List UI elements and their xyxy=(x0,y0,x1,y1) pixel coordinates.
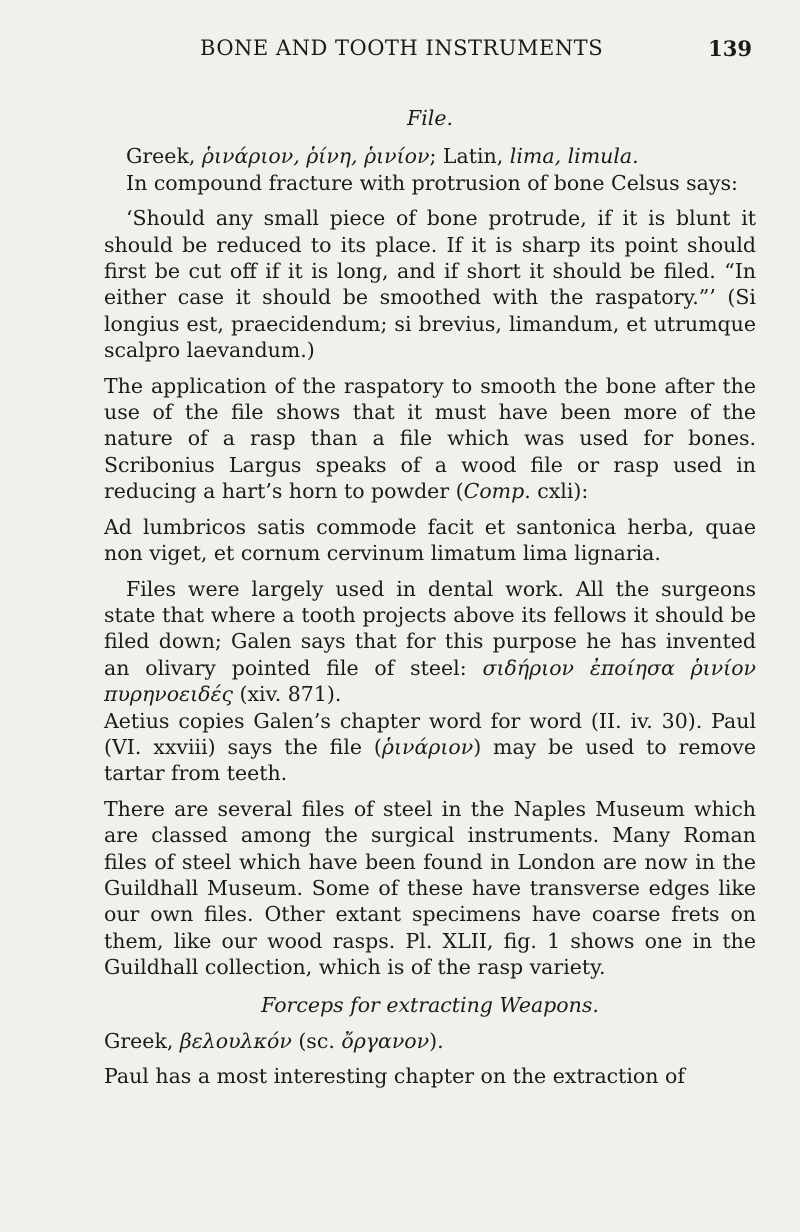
running-head: BONE AND TOOTH INSTRUMENTS xyxy=(200,36,604,60)
page-number: 139 xyxy=(708,36,752,61)
greek-latin-terms-file: Greek, ῥινάριον, ῥίνη, ῥινίον; Latin, lima, limula. xyxy=(126,144,639,169)
paragraph-paul-extraction: Paul has a most interesting chapter on the extraction of xyxy=(104,1064,685,1089)
page-header xyxy=(104,36,752,66)
greek-quote: σιδήριον ἐποίησα ῥινίον πυρηνοειδές xyxy=(104,655,756,707)
paragraph-celsus-quote: ‘Should any small piece of bone protrude, if it is blunt it should be reduced to its place. If it is sharp its point should first be cut off if it is long, and if short it should be filed. “In either case it should be smoothed with the raspatory.”’ (Si longius est, praecidendum; si brevius, limandum, et utrumque scalpro laevandum.) xyxy=(104,206,756,363)
greek-terms-forceps: Greek, βελουλκόν (sc. ὄργανον). xyxy=(104,1029,444,1053)
paragraph-aetius-paul: Aetius copies Galen’s chapter word for word (II. iv. 30). Paul (VI. xxviii) says the file (ῥινάριον) may be used to remove tartar from teeth. xyxy=(104,708,756,786)
greek-terms: ῥινάριον, ῥίνη, ῥινίον xyxy=(201,144,430,169)
paragraph-museum-files: There are several files of steel in the Naples Museum which are classed among the surgical instruments. Many Roman files of steel which have been found in London are now in the Guildhall Museum. Some of these have transverse edges like our own files. Other extant specimens have coarse frets on them, like our wood rasps. Pl. XLII, fig. 1 shows one in the Guildhall collection, which is of the rasp variety. xyxy=(104,796,756,980)
paragraph-celsus-intro: In compound fracture with protrusion of bone Celsus says: xyxy=(126,170,738,195)
body-text xyxy=(104,105,756,1090)
paragraph-raspatory: The application of the raspatory to smooth the bone after the use of the file shows that it must have been more of the nature of a rasp than a file which was used for bones. Scribonius Largus speaks of a wood file or rasp used in reducing a hart’s horn to powder (Comp. cxli): xyxy=(104,373,756,504)
paragraph-latin-quote: Ad lumbricos satis commode facit et santonica herba, quae non viget, et cornum cervinum limatum lima lignaria. xyxy=(104,514,756,566)
paragraph-dental-files: Files were largely used in dental work. All the surgeons state that where a tooth projects above its fellows it should be filed down; Galen says that for this purpose he has invented an olivary pointed file of steel: σιδήριον ἐποίησα ῥινίον πυρηνοειδές (xiv. 871). xyxy=(104,576,756,707)
section-heading-file: File. xyxy=(407,106,453,130)
latin-terms: lima, limula. xyxy=(509,144,639,169)
section-heading-forceps: Forceps for extracting Weapons. xyxy=(261,992,599,1017)
